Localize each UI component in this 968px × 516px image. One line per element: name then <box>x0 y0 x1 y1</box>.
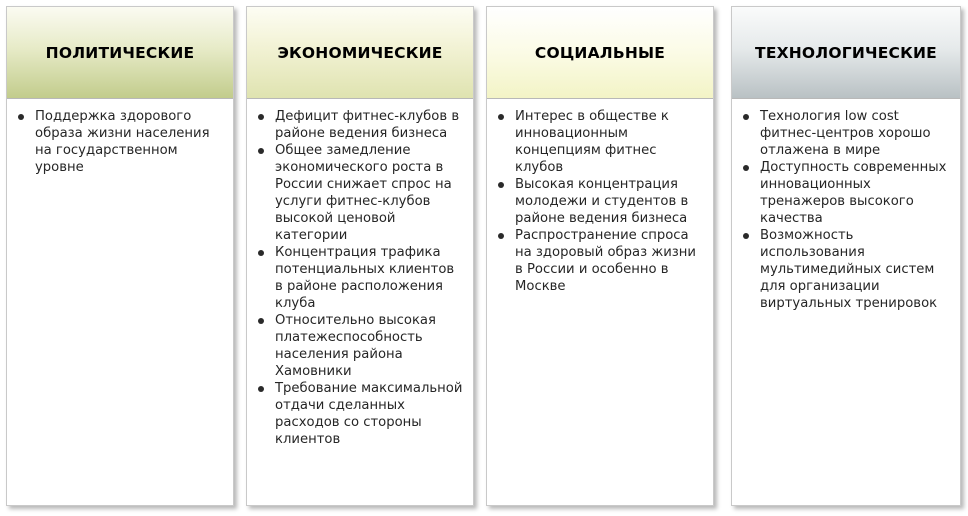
list-item: Возможность использования мультимедийных систем для организации виртуальных тренировок <box>738 227 952 312</box>
column-title: СОЦИАЛЬНЫЕ <box>534 43 666 62</box>
column-title: ТЕХНОЛОГИЧЕСКИЕ <box>755 43 937 62</box>
column-title: ПОЛИТИЧЕСКИЕ <box>45 43 195 62</box>
list-item: Поддержка здорового образа жизни населения на государственном уровне <box>13 108 225 176</box>
list-item: Относительно высокая платежеспособность населения района Хамовники <box>253 312 465 380</box>
list-item: Требование максимальной отдачи сделанных расходов со стороны клиентов <box>253 380 465 448</box>
list-item: Доступность современных инновационных тренажеров высокого качества <box>738 159 952 227</box>
bullet-list <box>487 99 713 295</box>
list-item: Общее замедление экономического роста в России снижает спрос на услуги фитнес-клубов высокой ценовой категории <box>253 142 465 244</box>
list-item: Высокая концентрация молодежи и студентов в районе ведения бизнеса <box>493 176 705 227</box>
list-item: Технология low cost фитнес-центров хорошо отлажена в мире <box>738 108 952 159</box>
column-header <box>7 7 233 99</box>
list-item: Концентрация трафика потенциальных клиентов в районе расположения клуба <box>253 244 465 312</box>
list-item: Интерес в обществе к инновационным концепциям фитнес клубов <box>493 108 705 176</box>
column-political <box>6 6 234 506</box>
list-item: Дефицит фитнес-клубов в районе ведения бизнеса <box>253 108 465 142</box>
column-economic <box>246 6 474 506</box>
column-header <box>487 7 713 99</box>
column-technological <box>731 6 961 506</box>
column-header <box>732 7 960 99</box>
list-item: Распространение спроса на здоровый образ жизни в России и особенно в Москве <box>493 227 705 295</box>
bullet-list <box>7 99 233 176</box>
column-social <box>486 6 714 506</box>
bullet-list <box>732 99 960 312</box>
column-title: ЭКОНОМИЧЕСКИЕ <box>277 43 443 62</box>
column-header <box>247 7 473 99</box>
bullet-list <box>247 99 473 448</box>
